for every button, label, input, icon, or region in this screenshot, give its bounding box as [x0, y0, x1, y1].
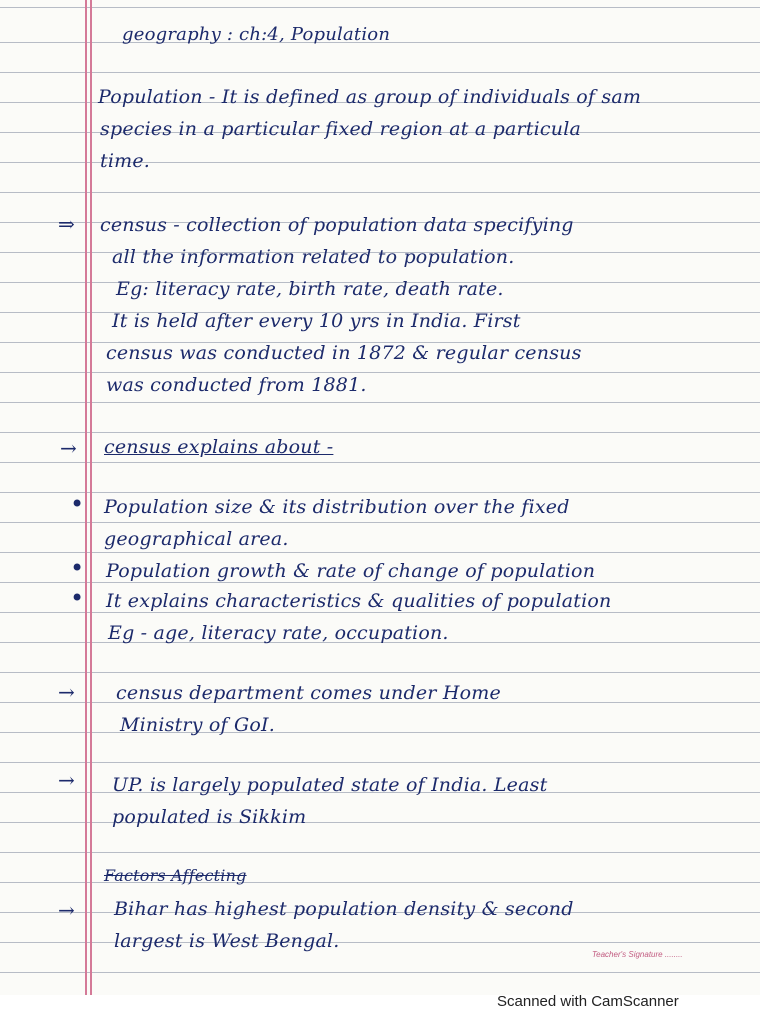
definition-line: species in a particular fixed region at a particula [100, 118, 582, 140]
up-line: UP. is largely populated state of India. Least [112, 774, 548, 796]
definition-line: Population - It is defined as group of individuals of sam [98, 86, 642, 108]
struck-heading: Factors Affecting [104, 866, 247, 885]
bullet-icon: • [70, 554, 85, 582]
bihar-line: largest is West Bengal. [114, 930, 340, 952]
margin-line [85, 0, 87, 995]
census-department-line: census department comes under Home [116, 682, 501, 704]
bullet-line: Population size & its distribution over the fixed [104, 496, 570, 518]
census-line: census was conducted in 1872 & regular census [106, 342, 582, 364]
up-line: populated is Sikkim [112, 806, 307, 828]
bullet-icon: • [70, 584, 85, 612]
bullet-line: geographical area. [104, 528, 289, 550]
bihar-line: Bihar has highest population density & second [114, 898, 574, 920]
arrow-icon: → [58, 898, 75, 922]
census-line: census - collection of population data specifying [100, 214, 574, 236]
census-line: Eg: literacy rate, birth rate, death rate. [116, 278, 504, 300]
census-line: was conducted from 1881. [106, 374, 367, 396]
bullet-icon: • [70, 490, 85, 518]
arrow-icon: → [60, 436, 77, 460]
bullet-line: Eg - age, literacy rate, occupation. [108, 622, 449, 644]
bullet-line: It explains characteristics & qualities of population [106, 590, 612, 612]
double-arrow-icon: ⇒ [58, 212, 75, 236]
definition-line: time. [100, 150, 151, 172]
census-line: It is held after every 10 yrs in India. First [112, 310, 521, 332]
page-heading: geography : ch:4, Population [122, 24, 391, 45]
arrow-icon: → [58, 680, 75, 704]
census-line: all the information related to population. [112, 246, 515, 268]
margin-line [90, 0, 92, 995]
arrow-icon: → [58, 768, 75, 792]
scanner-watermark: Scanned with CamScanner [497, 993, 679, 1010]
bullet-line: Population growth & rate of change of population [106, 560, 596, 582]
census-explains-heading: census explains about - [104, 436, 334, 458]
census-department-line: Ministry of GoI. [120, 714, 275, 736]
teacher-signature-label: Teacher's Signature ........ [592, 950, 683, 959]
